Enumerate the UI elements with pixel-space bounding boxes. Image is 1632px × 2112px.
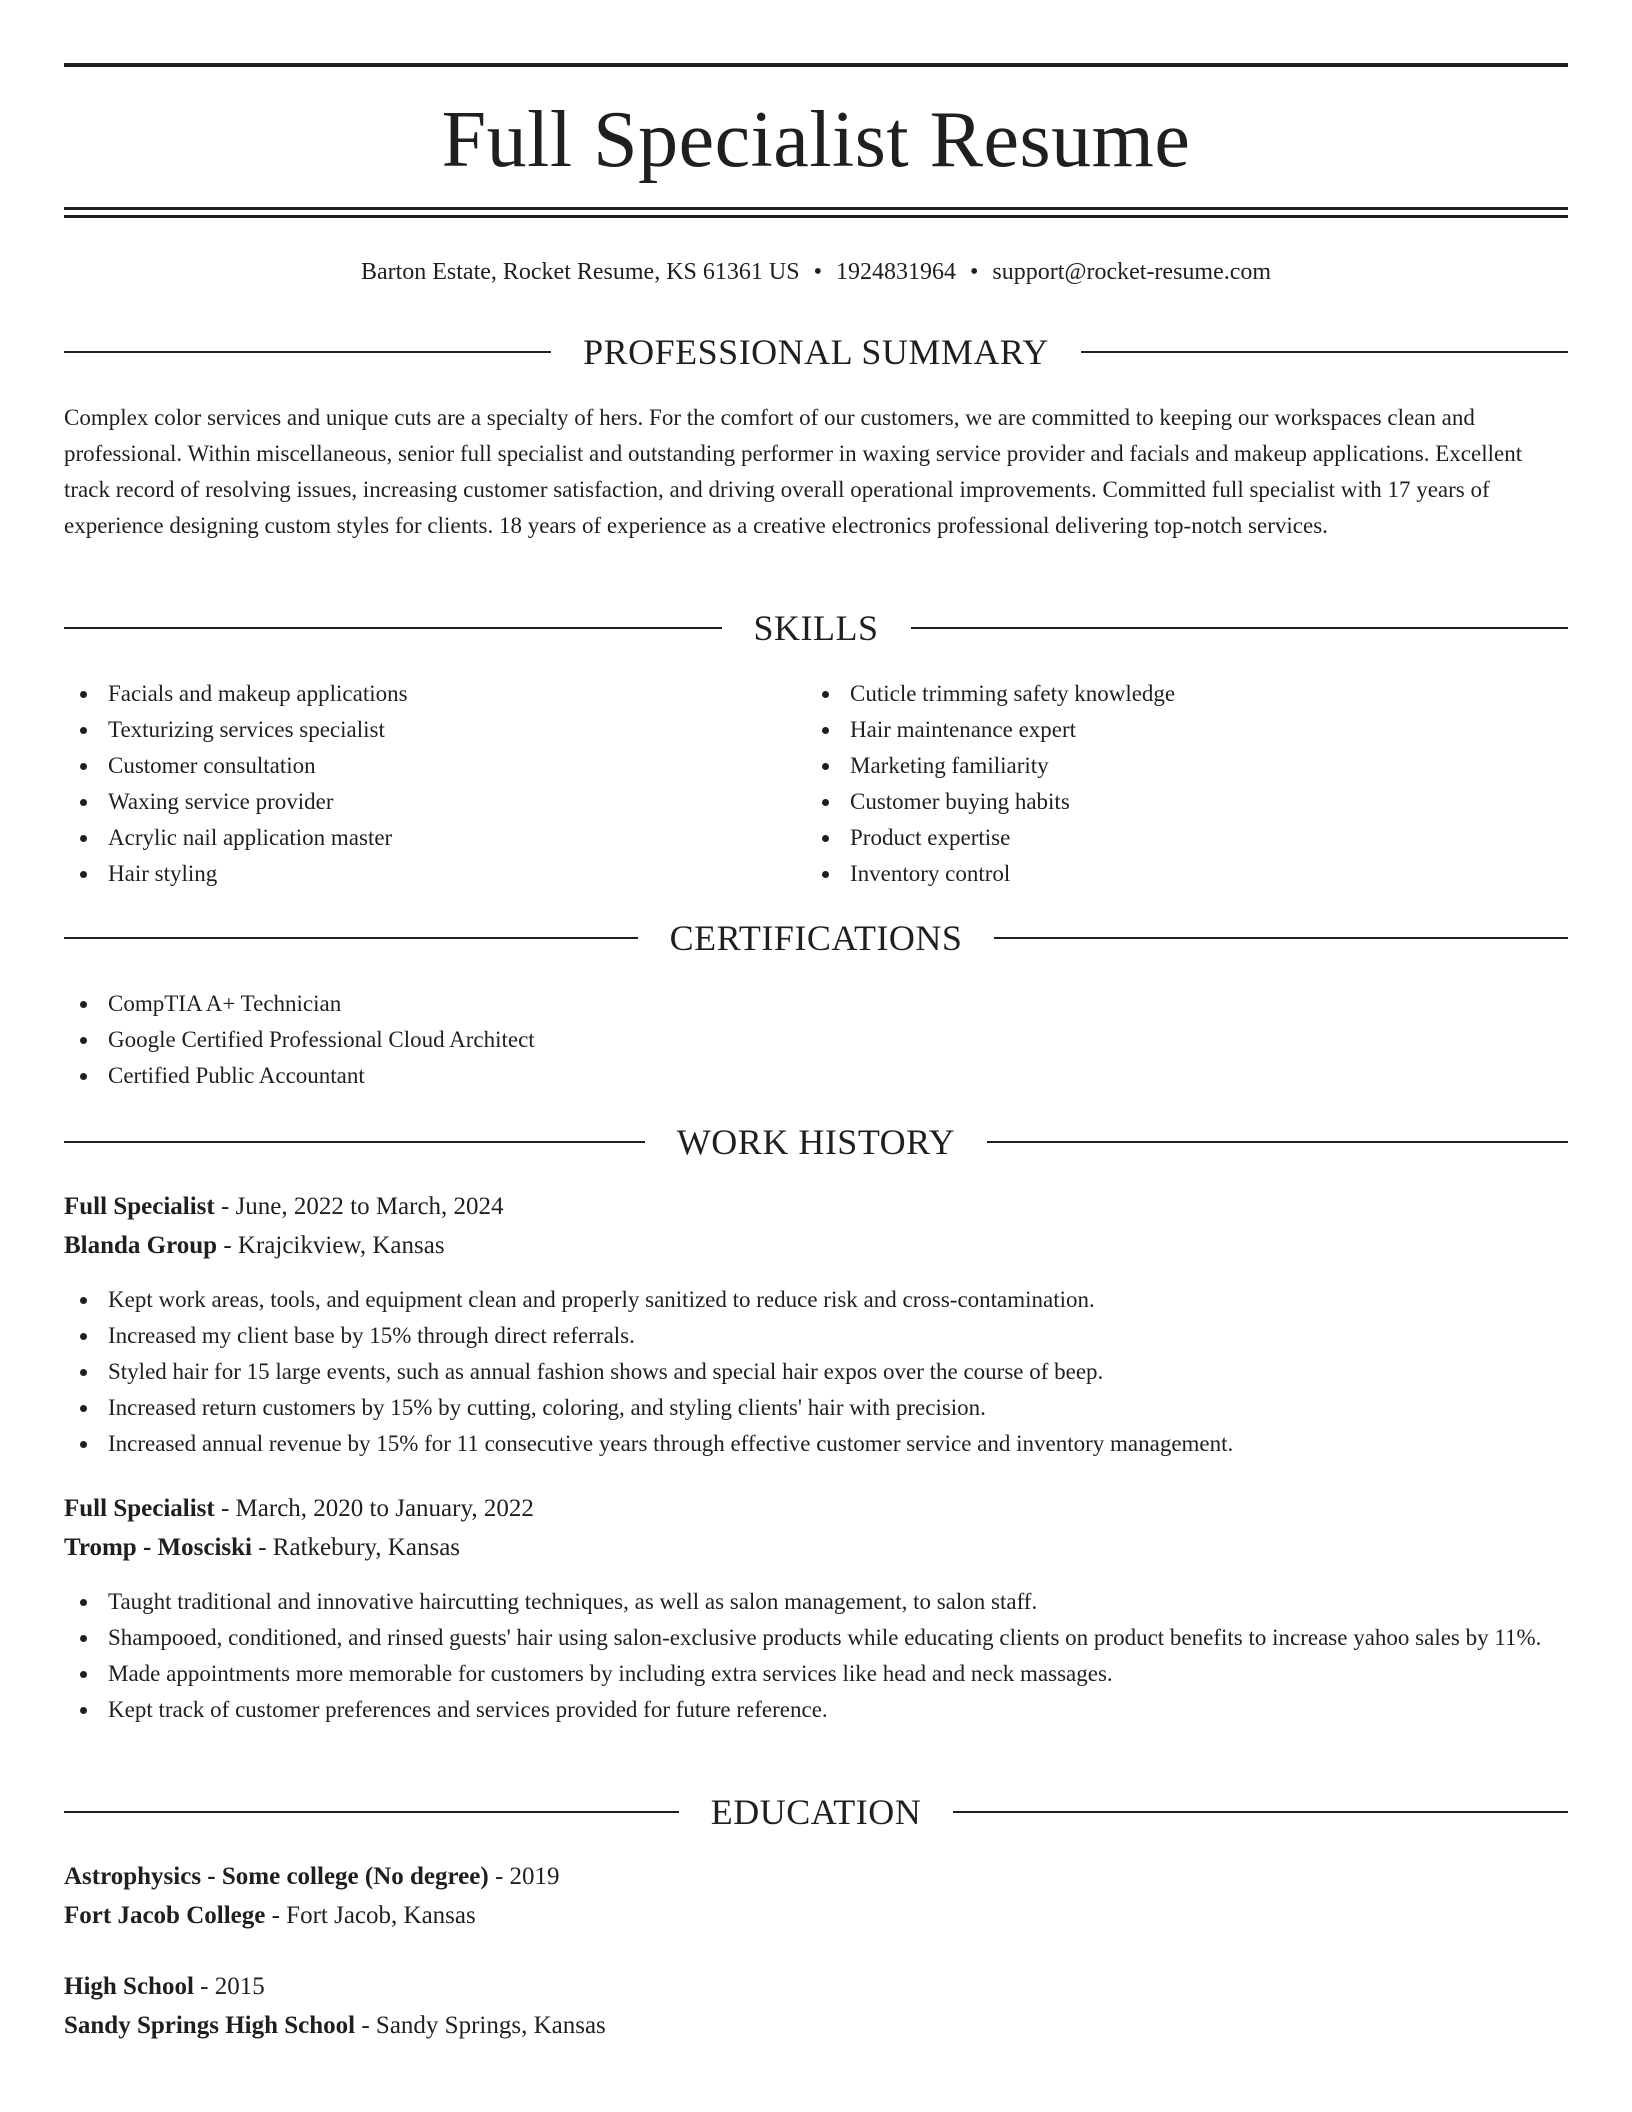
contact-email: support@rocket-resume.com — [992, 259, 1272, 285]
title-double-rule — [64, 207, 1568, 218]
certification-item: Google Certified Professional Cloud Architect — [64, 1022, 1464, 1058]
education-school-line — [64, 1897, 1568, 1935]
section-heading-education — [64, 1790, 1568, 1834]
heading-rule-left — [64, 937, 638, 939]
certification-item: CompTIA A+ Technician — [64, 986, 1464, 1022]
skills-list-right — [806, 676, 1506, 892]
education-year: - 2019 — [488, 1863, 560, 1890]
heading-rule-right — [987, 1141, 1568, 1143]
job-bullet: Increased my client base by 15% through direct referrals. — [64, 1318, 1568, 1354]
resume-title: Full Specialist Resume — [441, 96, 1191, 184]
heading-rule-right — [994, 937, 1568, 939]
skill-item: Cuticle trimming safety knowledge — [806, 676, 1506, 712]
job-bullet: Shampooed, conditioned, and rinsed guests' hair using salon-exclusive products while educating clients on product benefits to increase yahoo sales by 11%. — [64, 1620, 1568, 1656]
heading-rule-left — [64, 1811, 679, 1813]
education-school: Fort Jacob College — [64, 1902, 266, 1929]
job-bullets — [64, 1584, 1568, 1728]
education-degree-line — [64, 1968, 1568, 2006]
section-title: EDUCATION — [710, 1792, 922, 1832]
job-company: Tromp - Mosciski — [64, 1534, 252, 1561]
skill-item: Product expertise — [806, 820, 1506, 856]
contact-separator: • — [969, 259, 979, 285]
skill-item: Acrylic nail application master — [64, 820, 764, 856]
skill-item: Customer buying habits — [806, 784, 1506, 820]
section-heading-work-history — [64, 1120, 1568, 1164]
education-degree: High School — [64, 1973, 194, 2000]
job-company: Blanda Group — [64, 1232, 218, 1259]
job-title: Full Specialist — [64, 1495, 215, 1522]
job-company-line — [64, 1529, 1568, 1567]
job-company-line — [64, 1227, 1568, 1265]
education-year: - 2015 — [193, 1973, 265, 2000]
skill-item: Texturizing services specialist — [64, 712, 764, 748]
skills-list-left — [64, 676, 764, 892]
job-bullet: Taught traditional and innovative haircutting techniques, as well as salon management, to salon staff. — [64, 1584, 1568, 1620]
skill-item: Facials and makeup applications — [64, 676, 764, 712]
skill-item: Customer consultation — [64, 748, 764, 784]
education-school: Sandy Springs High School — [64, 2012, 356, 2039]
job-bullet: Increased annual revenue by 15% for 11 consecutive years through effective customer service and inventory management. — [64, 1426, 1568, 1462]
job-bullet: Styled hair for 15 large events, such as annual fashion shows and special hair expos over the course of beep. — [64, 1354, 1568, 1390]
skill-item: Hair styling — [64, 856, 764, 892]
education-location: - Sandy Springs, Kansas — [355, 2012, 606, 2039]
heading-rule-left — [64, 351, 551, 353]
certification-item: Certified Public Accountant — [64, 1058, 1464, 1094]
heading-rule-left — [64, 627, 722, 629]
contact-phone: 1924831964 — [835, 259, 956, 285]
job-bullet: Kept track of customer preferences and services provided for future reference. — [64, 1692, 1568, 1728]
summary-text: Complex color services and unique cuts are a specialty of hers. For the comfort of our customers, we are committed to keeping our workspaces clean and professional. Within miscellaneous, senior full specialist and outstanding performer in waxing service provider and facials and makeup applications. Excellent track record of resolving issues, increasing customer satisfaction, and driving overall operational improvements. Committed full specialist with 17 years of experience designing custom styles for clients. 18 years of experience as a creative electronics professional delivering top-notch services. — [64, 405, 1523, 538]
job-location: - Krajcikview, Kansas — [217, 1232, 445, 1259]
job-bullet: Made appointments more memorable for customers by including extra services like head and neck massages. — [64, 1656, 1568, 1692]
heading-rule-right — [911, 627, 1569, 629]
education-school-line — [64, 2007, 1568, 2045]
section-title: PROFESSIONAL SUMMARY — [583, 332, 1049, 372]
heading-rule-right — [953, 1811, 1568, 1813]
section-heading-skills — [64, 606, 1568, 650]
job-title-line — [64, 1188, 1568, 1226]
education-degree-line — [64, 1858, 1568, 1896]
skill-item: Marketing familiarity — [806, 748, 1506, 784]
contact-address: Barton Estate, Rocket Resume, KS 61361 US — [360, 259, 800, 285]
section-title: CERTIFICATIONS — [669, 918, 963, 958]
top-rule — [64, 63, 1568, 67]
certifications-list — [64, 986, 1464, 1094]
job-title-line — [64, 1490, 1568, 1528]
job-dates: - March, 2020 to January, 2022 — [214, 1495, 534, 1522]
contact-separator: • — [813, 259, 822, 285]
section-heading-summary — [64, 330, 1568, 374]
skill-item: Hair maintenance expert — [806, 712, 1506, 748]
contact-line — [64, 254, 1568, 290]
heading-rule-left — [64, 1141, 645, 1143]
section-title: SKILLS — [753, 608, 879, 648]
skill-item: Inventory control — [806, 856, 1506, 892]
job-bullet: Kept work areas, tools, and equipment clean and properly sanitized to reduce risk and cross-contamination. — [64, 1282, 1568, 1318]
heading-rule-right — [1081, 351, 1568, 353]
job-bullet: Increased return customers by 15% by cutting, coloring, and styling clients' hair with precision. — [64, 1390, 1568, 1426]
education-degree: Astrophysics - Some college (No degree) — [64, 1863, 489, 1890]
job-bullets — [64, 1282, 1568, 1462]
job-dates: - June, 2022 to March, 2024 — [214, 1193, 504, 1220]
section-heading-certifications — [64, 916, 1568, 960]
education-location: - Fort Jacob, Kansas — [265, 1902, 476, 1929]
skill-item: Waxing service provider — [64, 784, 764, 820]
job-location: - Ratkebury, Kansas — [251, 1534, 461, 1561]
section-title: WORK HISTORY — [676, 1122, 956, 1162]
job-title: Full Specialist — [64, 1193, 215, 1220]
